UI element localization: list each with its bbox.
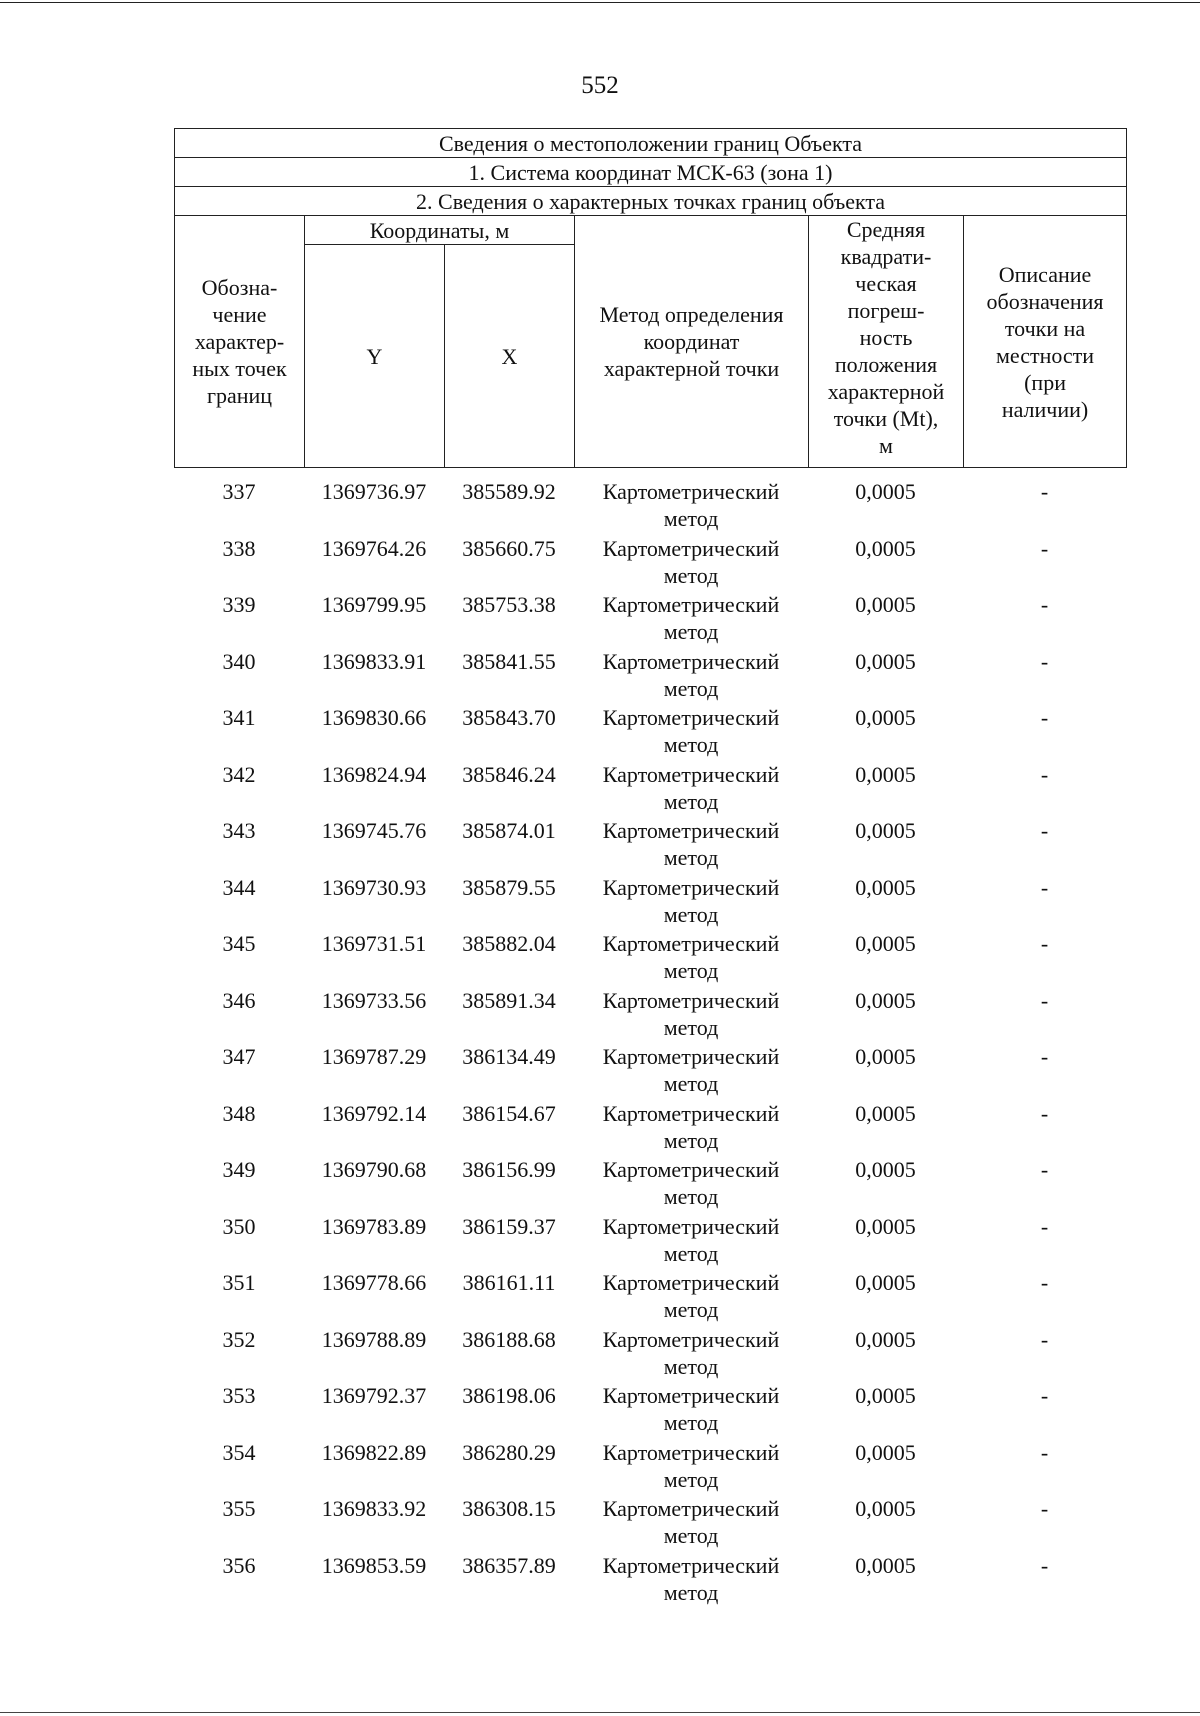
cell-coordinate-y: 1369833.92 — [321, 1496, 427, 1521]
cell-point-number: 347 — [222, 1044, 256, 1069]
cell-mean-error: 0,0005 — [855, 931, 916, 956]
cell-coordinate-x: 385846.24 — [462, 761, 556, 787]
table-row — [174, 874, 1126, 931]
cell-description: - — [1040, 818, 1049, 843]
cell-method: Картометрический метод — [602, 818, 780, 870]
cell-coordinate-x: 386280.29 — [462, 1439, 556, 1465]
table-row — [174, 1156, 1126, 1213]
cell-description: - — [1040, 1270, 1049, 1295]
cell-coordinate-x: 386161.11 — [462, 1270, 556, 1295]
cell-mean-error: 0,0005 — [855, 479, 916, 504]
cell-point-number: 337 — [222, 479, 256, 504]
cell-coordinate-y: 1369787.29 — [321, 1044, 427, 1069]
cell-mean-error: 0,0005 — [855, 761, 916, 787]
cell-coordinate-y: 1369778.66 — [321, 1270, 427, 1295]
cell-coordinate-x: 386198.06 — [462, 1383, 556, 1408]
cell-method: Картометрический метод — [602, 931, 780, 983]
cell-point-number: 339 — [222, 592, 256, 617]
cell-description: - — [1040, 761, 1049, 787]
cell-coordinate-x: 385589.92 — [462, 479, 556, 504]
table-row — [174, 761, 1126, 818]
cell-description: - — [1040, 1213, 1049, 1239]
cell-method: Картометрический метод — [602, 1552, 780, 1605]
cell-point-number: 341 — [222, 705, 256, 730]
cell-coordinate-y: 1369853.59 — [321, 1552, 427, 1578]
cell-description: - — [1040, 1496, 1049, 1521]
cell-point-number: 356 — [222, 1552, 256, 1578]
cell-coordinate-x: 386188.68 — [462, 1326, 556, 1352]
cell-coordinate-y: 1369792.37 — [321, 1383, 427, 1408]
cell-description: - — [1040, 1044, 1049, 1069]
cell-coordinate-x: 385753.38 — [462, 592, 556, 617]
cell-description: - — [1040, 931, 1049, 956]
cell-mean-error: 0,0005 — [855, 705, 916, 730]
cell-coordinate-x: 385879.55 — [462, 874, 556, 900]
cell-mean-error: 0,0005 — [855, 987, 916, 1013]
cell-coordinate-x: 385874.01 — [462, 818, 556, 843]
cell-description: - — [1040, 1157, 1049, 1182]
column-header-mean-error: Средняя квадрати- ческая погреш- ность положения характерной точки (Mt), м — [809, 216, 964, 468]
cell-coordinate-y: 1369731.51 — [321, 931, 427, 956]
cell-coordinate-x: 385841.55 — [462, 648, 556, 674]
cell-method: Картометрический метод — [602, 874, 780, 927]
cell-method: Картометрический метод — [602, 1100, 780, 1153]
table-row — [174, 987, 1126, 1044]
cell-mean-error: 0,0005 — [855, 592, 916, 617]
cell-mean-error: 0,0005 — [855, 818, 916, 843]
cell-description: - — [1040, 987, 1049, 1013]
cell-method: Картометрический метод — [602, 987, 780, 1040]
cell-description: - — [1040, 874, 1049, 900]
cell-coordinate-y: 1369822.89 — [321, 1439, 427, 1465]
table-title-coordinate-system: 1. Система координат МСК-63 (зона 1) — [175, 158, 1127, 187]
column-header-method: Метод определения координат характерной точки — [575, 216, 809, 468]
cell-coordinate-y: 1369788.89 — [321, 1326, 427, 1352]
top-rule — [0, 2, 1200, 3]
cell-coordinate-y: 1369783.89 — [321, 1213, 427, 1239]
cell-mean-error: 0,0005 — [855, 874, 916, 900]
cell-mean-error: 0,0005 — [855, 1044, 916, 1069]
cell-coordinate-x: 385882.04 — [462, 931, 556, 956]
table-row — [174, 817, 1126, 874]
cell-mean-error: 0,0005 — [855, 1270, 916, 1295]
cell-point-number: 349 — [222, 1157, 256, 1182]
column-header-x: X — [445, 245, 575, 468]
cell-method: Картометрический метод — [602, 1383, 780, 1435]
table-row — [174, 591, 1126, 648]
cell-description: - — [1040, 1552, 1049, 1578]
cell-mean-error: 0,0005 — [855, 1383, 916, 1408]
cell-point-number: 355 — [222, 1496, 256, 1521]
cell-description: - — [1040, 705, 1049, 730]
cell-coordinate-y: 1369833.91 — [321, 648, 427, 674]
cell-coordinate-x: 386308.15 — [462, 1496, 556, 1521]
cell-method: Картометрический метод — [602, 761, 780, 814]
cell-description: - — [1040, 535, 1049, 561]
cell-coordinate-y: 1369790.68 — [321, 1157, 427, 1182]
cell-description: - — [1040, 1439, 1049, 1465]
table-row — [174, 1439, 1126, 1496]
cell-point-number: 354 — [222, 1439, 256, 1465]
cell-coordinate-y: 1369830.66 — [321, 705, 427, 730]
cell-mean-error: 0,0005 — [855, 1439, 916, 1465]
cell-coordinate-y: 1369799.95 — [321, 592, 427, 617]
page-number: 552 — [581, 72, 619, 99]
cell-method: Картометрический метод — [602, 592, 780, 644]
cell-method: Картометрический метод — [602, 705, 780, 757]
table-title-location: Сведения о местоположении границ Объекта — [175, 129, 1127, 158]
cell-coordinate-x: 385660.75 — [462, 535, 556, 561]
table-row — [174, 930, 1126, 987]
cell-description: - — [1040, 592, 1049, 617]
cell-description: - — [1040, 648, 1049, 674]
table-row — [174, 535, 1126, 592]
column-header-designation: Обозна- чение характер- ных точек границ — [175, 216, 305, 468]
cell-coordinate-x: 386357.89 — [462, 1552, 556, 1578]
cell-coordinate-x: 385843.70 — [462, 705, 556, 730]
cell-coordinate-y: 1369764.26 — [321, 535, 427, 561]
boundary-table-body — [174, 478, 1126, 1608]
cell-coordinate-y: 1369736.97 — [321, 479, 427, 504]
cell-coordinate-x: 386156.99 — [462, 1157, 556, 1182]
cell-point-number: 343 — [222, 818, 256, 843]
cell-mean-error: 0,0005 — [855, 1326, 916, 1352]
cell-point-number: 346 — [222, 987, 256, 1013]
cell-coordinate-x: 386154.67 — [462, 1100, 556, 1126]
boundary-table-header — [174, 128, 1127, 468]
table-row — [174, 478, 1126, 535]
cell-method: Картометрический метод — [602, 1157, 780, 1209]
cell-mean-error: 0,0005 — [855, 1100, 916, 1126]
cell-point-number: 338 — [222, 535, 256, 561]
table-row — [174, 704, 1126, 761]
cell-coordinate-y: 1369824.94 — [321, 761, 427, 787]
cell-point-number: 340 — [222, 648, 256, 674]
cell-description: - — [1040, 1100, 1049, 1126]
cell-coordinate-y: 1369733.56 — [321, 987, 427, 1013]
cell-point-number: 348 — [222, 1100, 256, 1126]
bottom-rule — [0, 1712, 1200, 1713]
cell-coordinate-x: 386159.37 — [462, 1213, 556, 1239]
cell-point-number: 344 — [222, 874, 256, 900]
cell-mean-error: 0,0005 — [855, 648, 916, 674]
cell-mean-error: 0,0005 — [855, 535, 916, 561]
table-row — [174, 648, 1126, 705]
cell-point-number: 350 — [222, 1213, 256, 1239]
column-header-coordinates: Координаты, м — [305, 216, 575, 245]
table-row — [174, 1326, 1126, 1383]
cell-mean-error: 0,0005 — [855, 1496, 916, 1521]
table-row — [174, 1552, 1126, 1609]
cell-method: Картометрический метод — [602, 1326, 780, 1379]
table-row — [174, 1043, 1126, 1100]
table-row — [174, 1213, 1126, 1270]
cell-point-number: 351 — [222, 1270, 256, 1295]
cell-method: Картометрический метод — [602, 648, 780, 701]
table-row — [174, 1269, 1126, 1326]
column-header-y: Y — [305, 245, 445, 468]
cell-description: - — [1040, 1383, 1049, 1408]
cell-coordinate-x: 385891.34 — [462, 987, 556, 1013]
cell-method: Картометрический метод — [602, 1496, 780, 1548]
cell-description: - — [1040, 479, 1049, 504]
cell-mean-error: 0,0005 — [855, 1157, 916, 1182]
cell-method: Картометрический метод — [602, 1044, 780, 1096]
cell-method: Картометрический метод — [602, 535, 780, 588]
cell-point-number: 345 — [222, 931, 256, 956]
table-row — [174, 1100, 1126, 1157]
table-row — [174, 1382, 1126, 1439]
cell-description: - — [1040, 1326, 1049, 1352]
table-title-characteristic-points: 2. Сведения о характерных точках границ объекта — [175, 187, 1127, 216]
cell-coordinate-x: 386134.49 — [462, 1044, 556, 1069]
table-row — [174, 1495, 1126, 1552]
cell-method: Картометрический метод — [602, 1270, 780, 1322]
cell-point-number: 353 — [222, 1383, 256, 1408]
cell-coordinate-y: 1369730.93 — [321, 874, 427, 900]
cell-method: Картометрический метод — [602, 479, 780, 531]
cell-coordinate-y: 1369745.76 — [321, 818, 427, 843]
cell-mean-error: 0,0005 — [855, 1552, 916, 1578]
cell-method: Картометрический метод — [602, 1213, 780, 1266]
cell-point-number: 342 — [222, 761, 256, 787]
cell-point-number: 352 — [222, 1326, 256, 1352]
cell-coordinate-y: 1369792.14 — [321, 1100, 427, 1126]
cell-mean-error: 0,0005 — [855, 1213, 916, 1239]
column-header-description: Описание обозначения точки на местности (при наличии) — [964, 216, 1127, 468]
cell-method: Картометрический метод — [602, 1439, 780, 1492]
